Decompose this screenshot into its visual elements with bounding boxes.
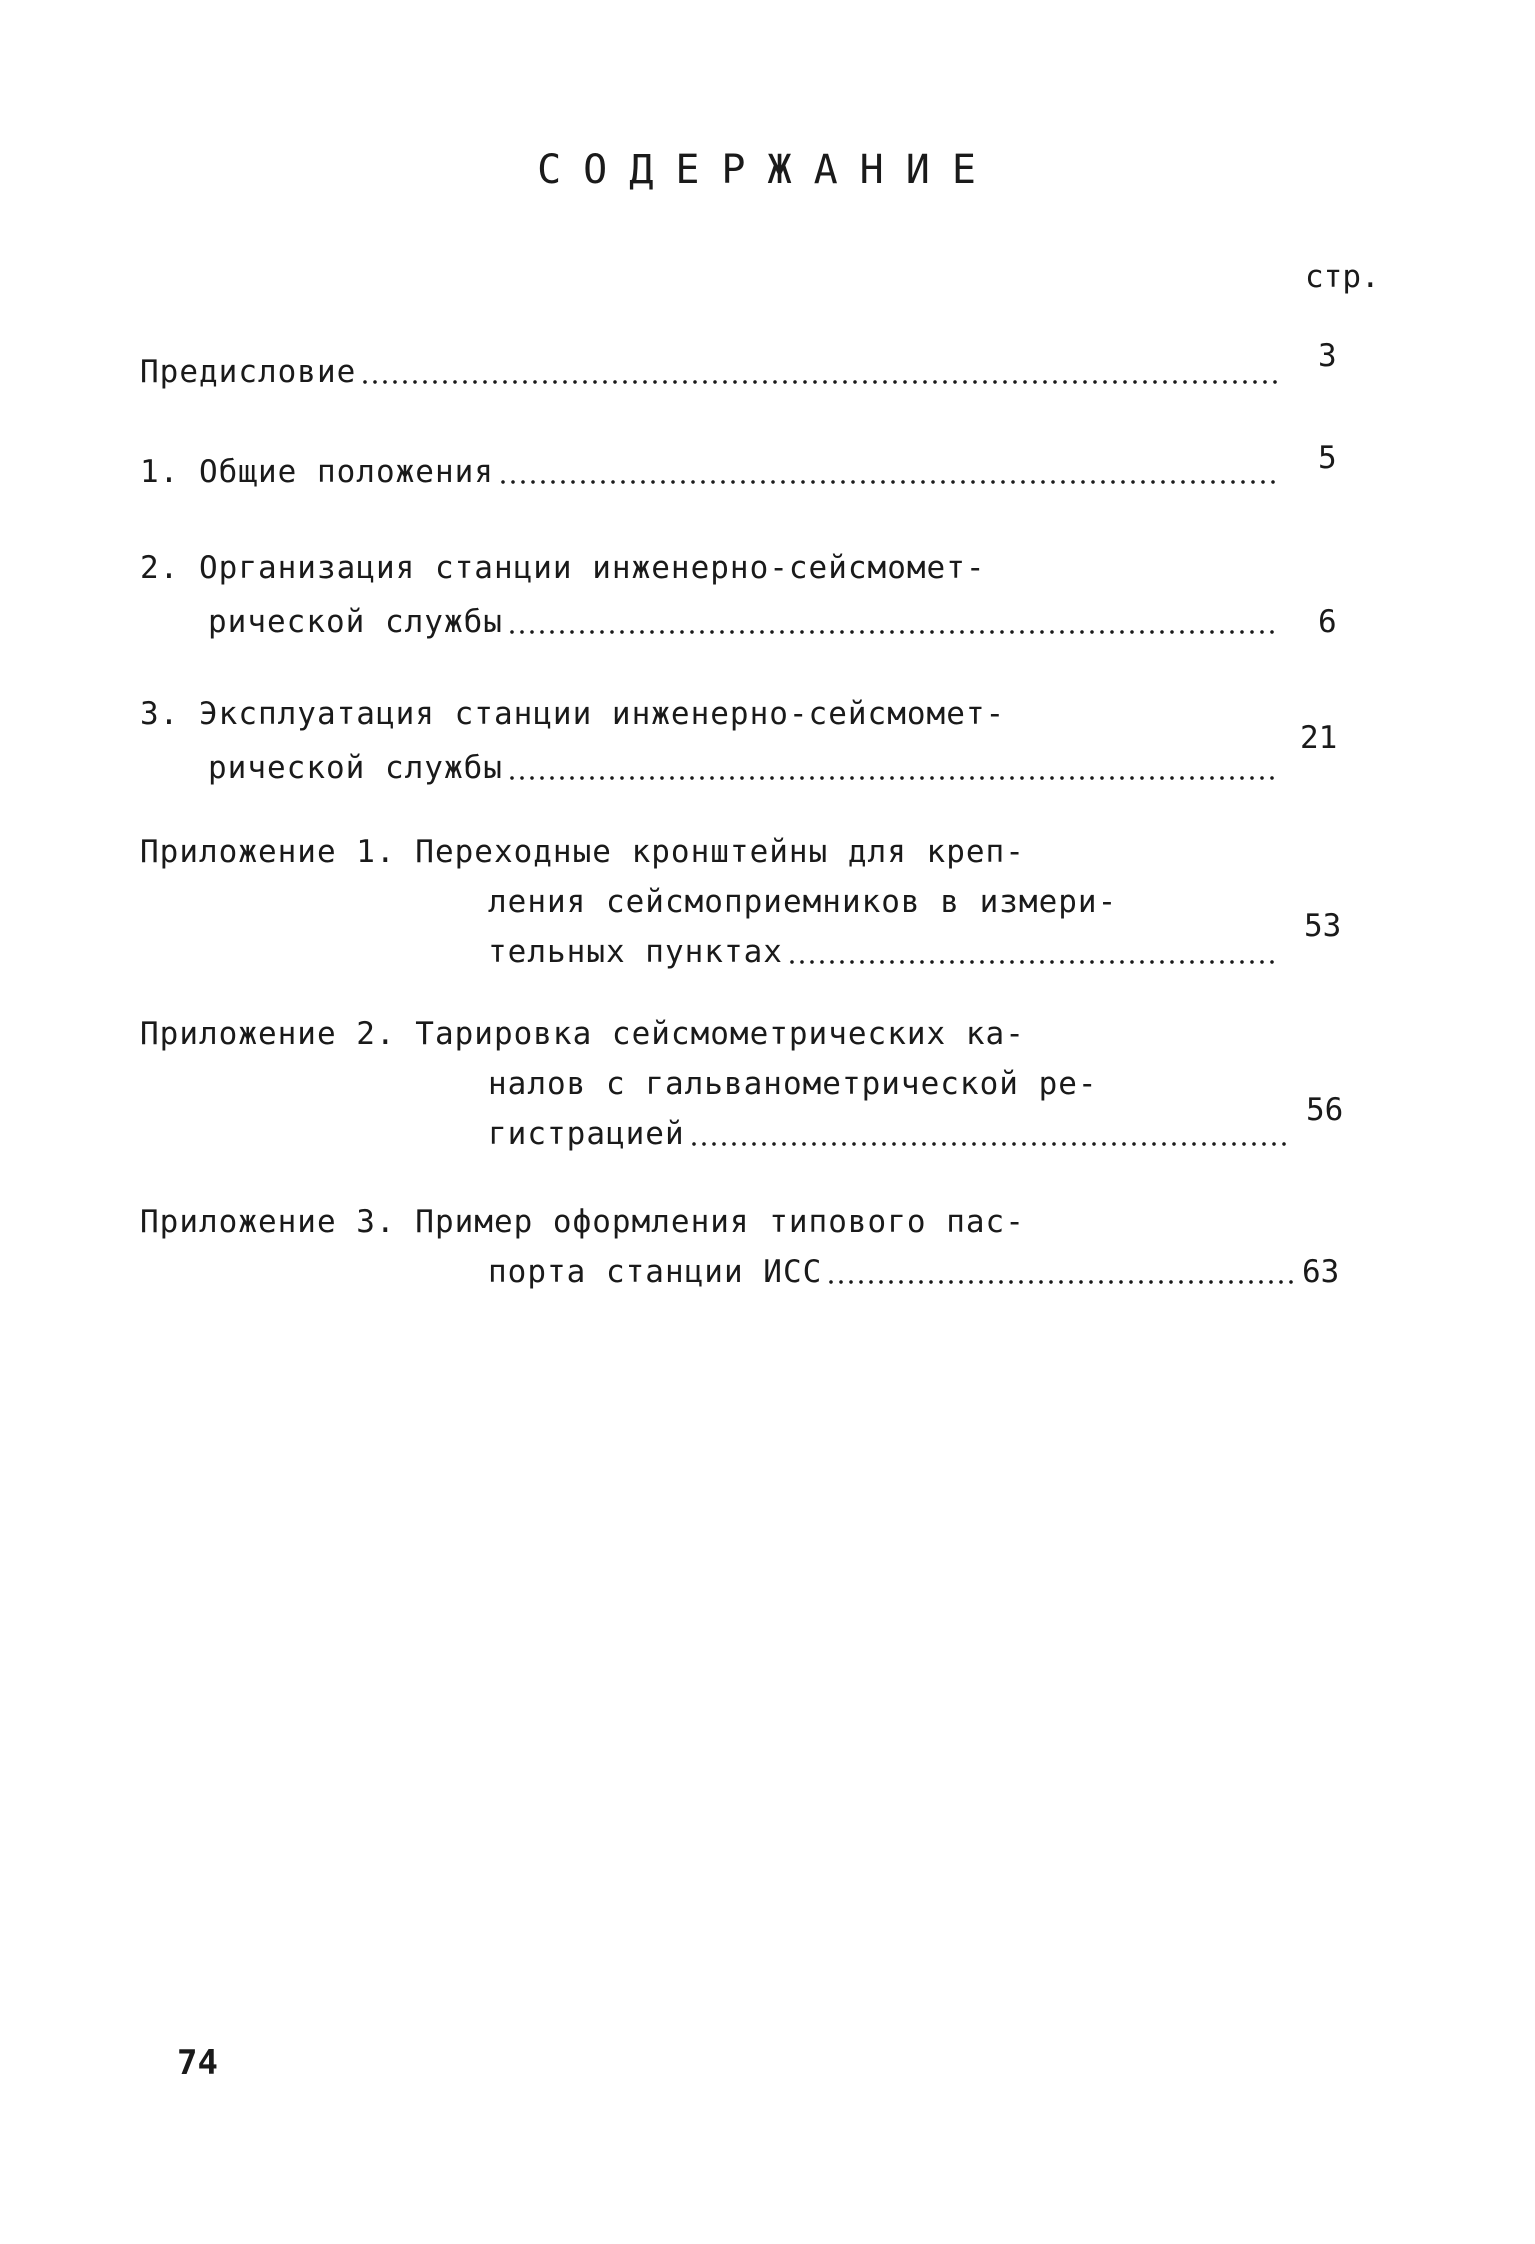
toc-page-number: 5 <box>1318 440 1337 476</box>
toc-entry-text: Приложение 1. Переходные кронштейны для креп- <box>140 834 1025 870</box>
toc-page-number: 3 <box>1318 338 1337 374</box>
toc-entry-appendix-1-line-2 <box>488 880 1280 924</box>
toc-entry-appendix-2-line-1 <box>140 1012 1280 1056</box>
toc-entry-text: ления сейсмоприемников в измери- <box>488 884 1118 920</box>
dot-leader <box>787 959 1280 965</box>
toc-entry-appendix-2-line-2 <box>488 1062 1280 1106</box>
toc-entry-text: 3. Эксплуатация станции инженерно-сейсмомет- <box>140 696 1006 732</box>
toc-entry-appendix-1-line-3 <box>488 930 1280 974</box>
toc-entry-text: рической службы <box>208 750 503 786</box>
toc-entry-section-3-line-2 <box>208 746 1280 790</box>
dot-leader <box>826 1279 1298 1285</box>
toc-entry-text: гистрацией <box>488 1116 685 1152</box>
toc-entry-text: Приложение 2. Тарировка сейсмометрических ка- <box>140 1016 1025 1052</box>
toc-page-number: 6 <box>1318 604 1337 640</box>
toc-entry-section-3-line-1 <box>140 692 1280 736</box>
dot-leader <box>360 379 1280 385</box>
toc-entry-text: 2. Организация станции инженерно-сейсмомет- <box>140 550 986 586</box>
page-column-label: стр. <box>1305 259 1380 295</box>
toc-entry-appendix-3-line-1 <box>140 1200 1280 1244</box>
toc-entry-text: Приложение 3. Пример оформления типового пас- <box>140 1204 1025 1240</box>
toc-entry-section-2-line-2 <box>208 600 1280 644</box>
toc-page-number: 53 <box>1304 908 1342 944</box>
page-number: 74 <box>177 2043 218 2083</box>
toc-entry-text: рической службы <box>208 604 503 640</box>
dot-leader <box>507 775 1280 781</box>
dot-leader <box>507 629 1280 635</box>
toc-entry-appendix-1-line-1 <box>140 830 1280 874</box>
toc-entry-text: тельных пунктах <box>488 934 783 970</box>
page-title: СОДЕРЖАНИЕ <box>537 147 998 193</box>
toc-entry-text: 1. Общие положения <box>140 454 494 490</box>
toc-entry-appendix-2-line-3 <box>488 1112 1288 1156</box>
toc-entry-preface <box>140 350 1280 394</box>
toc-entry-section-2-line-1 <box>140 546 1280 590</box>
toc-page-number: 21 <box>1300 720 1338 756</box>
toc-page-number: 56 <box>1306 1092 1344 1128</box>
dot-leader <box>498 479 1280 485</box>
dot-leader <box>689 1141 1288 1147</box>
toc-page-number: 63 <box>1302 1254 1340 1290</box>
toc-entry-text: налов с гальванометрической ре- <box>488 1066 1098 1102</box>
toc-entry-text: Предисловие <box>140 354 357 390</box>
toc-entry-appendix-3-line-2 <box>488 1250 1298 1294</box>
toc-entry-text: порта станции ИСС <box>488 1254 823 1290</box>
toc-entry-section-1 <box>140 450 1280 494</box>
